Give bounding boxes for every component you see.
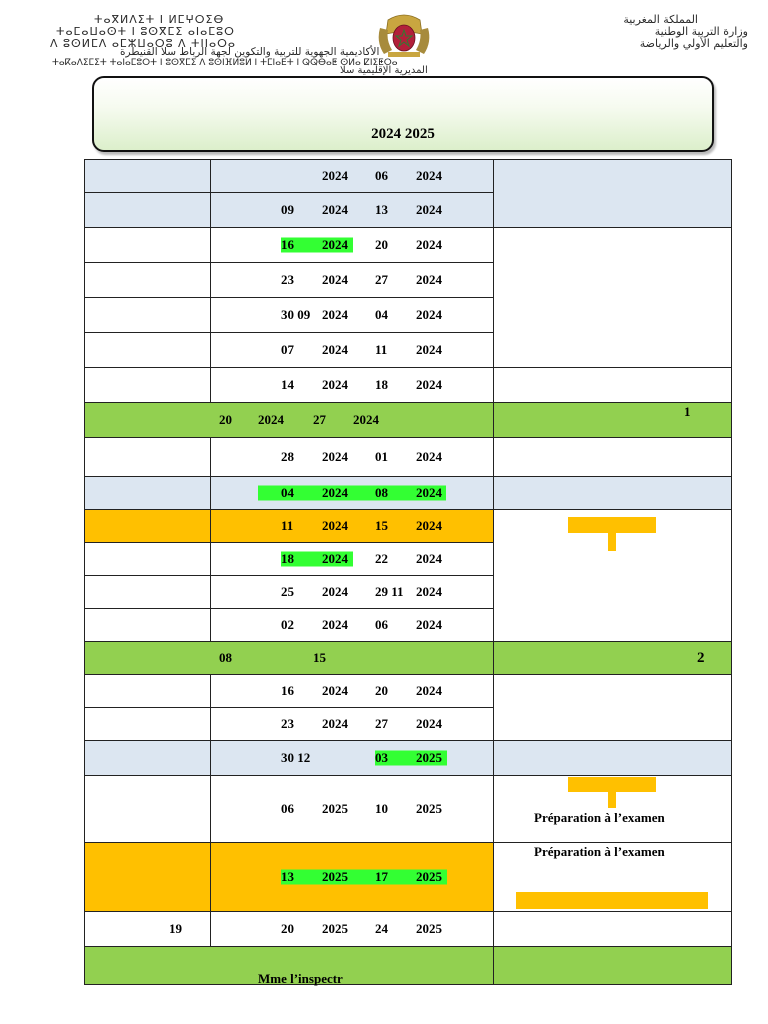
table-row	[85, 438, 732, 477]
exam-marker-stem	[608, 792, 616, 808]
dates-cell	[211, 675, 494, 708]
note-cell	[494, 477, 732, 510]
table-row-vacation	[85, 403, 732, 438]
date-year-a: 2024	[322, 551, 348, 566]
date-day-a: 14	[281, 377, 294, 392]
date-year-b: 2025	[416, 801, 442, 816]
date-day-b: 27	[313, 412, 326, 427]
dates-cell	[211, 368, 494, 403]
date-day-b: 17	[375, 869, 388, 884]
date-year-a: 2024	[322, 342, 348, 357]
date-day-b: 04	[375, 307, 388, 322]
date-day-a: 30 12	[281, 750, 311, 765]
date-day-b: 24	[375, 921, 388, 936]
week-label-cell	[85, 510, 211, 543]
vacation-number: 2	[697, 650, 705, 666]
note-cell	[494, 510, 732, 642]
week-label-cell	[85, 708, 211, 741]
date-year-b: 2024	[416, 307, 442, 322]
date-day-b: 29 11	[375, 584, 404, 599]
date-year-a: 2025	[322, 921, 348, 936]
date-year-a: 2024	[322, 168, 348, 183]
letterhead	[50, 14, 748, 78]
date-day-b: 06	[375, 168, 388, 183]
date-day-a: 23	[281, 272, 294, 287]
exam-marker-bar	[568, 517, 656, 533]
date-day-a: 25	[281, 584, 294, 599]
week-label-cell	[85, 193, 211, 228]
header-tifinagh-2: ⵜⴰⵎⴰⵡⴰⵙⵜ ⵏ ⵓⵙⴳⵎⵉ ⴰⵏⴰⵎⵓⵔ	[56, 25, 235, 38]
note-cell	[494, 228, 732, 368]
date-year-a: 2024	[322, 237, 348, 252]
date-year-b: 2024	[416, 584, 442, 599]
dates-cell	[211, 609, 494, 642]
date-day-a: 13	[281, 869, 294, 884]
dates-cell	[211, 160, 494, 193]
date-day-b: 20	[375, 237, 388, 252]
dates-cell	[211, 843, 494, 912]
date-year-a: 2024	[322, 377, 348, 392]
school-year-title: 2024 2025	[371, 126, 435, 142]
royal-emblem-icon	[374, 14, 434, 60]
date-year-b: 2024	[416, 716, 442, 731]
date-year-a: 2024	[322, 202, 348, 217]
school-calendar-table	[84, 159, 732, 985]
week-label-cell	[85, 609, 211, 642]
date-year-b: 2024	[416, 617, 442, 632]
date-year-a: 2024	[322, 683, 348, 698]
date-year-b: 2024	[416, 551, 442, 566]
week-label-cell	[85, 438, 211, 477]
footer-note-cell	[494, 947, 732, 985]
week-label-cell	[85, 477, 211, 510]
date-year-b: 2025	[416, 750, 442, 765]
week-label-cell	[85, 228, 211, 263]
date-day-a: 04	[281, 485, 294, 500]
dates-cell	[211, 543, 494, 576]
header-tifinagh-3: ⴷ ⵓⵙⵍⵎⴷ ⴰⵎⵣⵡⴰⵔⵓ ⴷ ⵜⵏⵏⴰⵔⴰ	[50, 37, 236, 50]
date-day-b: 06	[375, 617, 388, 632]
week-label-cell	[85, 263, 211, 298]
table-row	[85, 477, 732, 510]
exam-marker-bar	[568, 777, 656, 792]
date-year-b: 2024	[416, 342, 442, 357]
date-day-b: 15	[375, 518, 388, 533]
date-day-a: 28	[281, 449, 294, 464]
table-row-footer	[85, 947, 732, 985]
date-day-a: 09	[281, 202, 294, 217]
vacation-dates-cell	[85, 403, 494, 438]
dates-cell	[211, 510, 494, 543]
note-cell	[494, 675, 732, 741]
week-label-cell	[85, 368, 211, 403]
header-arabic-2: وزارة التربية الوطنية	[654, 25, 748, 38]
note-cell	[494, 368, 732, 403]
table-row	[85, 912, 732, 947]
date-year-b: 2024	[416, 683, 442, 698]
date-year-a: 2024	[322, 518, 348, 533]
table-row	[85, 160, 732, 193]
date-year-a: 2024	[322, 272, 348, 287]
table-row	[85, 776, 732, 843]
date-day-b: 11	[375, 342, 388, 357]
date-year-b: 2024	[416, 168, 442, 183]
header-tifinagh-1: ⵜⴰⴳⵍⴷⵉⵜ ⵏ ⵍⵎⵖⵔⵉⴱ	[94, 13, 225, 26]
exam-prep-label: Préparation à l’examen	[534, 810, 665, 825]
header-academy-ar: الأكاديمية الجهوية للتربية والتكوين لجهة الرباط سلا القنيطرة	[120, 46, 380, 58]
note-cell	[494, 438, 732, 477]
date-day-a: 02	[281, 617, 294, 632]
date-year-b: 2025	[416, 869, 442, 884]
date-day-b: 22	[375, 551, 388, 566]
date-day-a: 16	[281, 237, 294, 252]
date-year-a: 2024	[322, 449, 348, 464]
date-day-a: 07	[281, 342, 294, 357]
date-year-b: 2024	[353, 412, 379, 427]
header-academy-tif: ⵜⴰⴽⴰⴷⵉⵎⵉⵜ ⵜⴰⵏⴰⵎⵓⵔⵜ ⵏ ⵓⵙⴳⵎⵉ ⴷ ⵓⵙⵏⴼⵍⵓⵍ ⵏ ⵜⵎⵏⴰⴹⵜ ⵏ ⵕⵕⴱⴰⵟ ⵙⵍⴰ ⵇⵏⵉⵟⵔⴰ	[52, 58, 398, 68]
date-day-a: 23	[281, 716, 294, 731]
table-row	[85, 675, 732, 708]
date-day-a: 06	[281, 801, 294, 816]
dates-cell	[211, 228, 494, 263]
vacation-dates-cell	[85, 642, 494, 675]
dates-cell	[211, 708, 494, 741]
week-label-cell	[85, 843, 211, 912]
date-year-a: 2024	[322, 584, 348, 599]
date-day-a: 18	[281, 551, 294, 566]
dates-cell	[211, 333, 494, 368]
vacation-number-cell	[494, 642, 732, 675]
date-year-a: 2024	[322, 716, 348, 731]
dates-cell	[211, 741, 494, 776]
date-day-b: 20	[375, 683, 388, 698]
exam-prep-cell	[494, 776, 732, 843]
table-row	[85, 228, 732, 263]
title-box	[92, 76, 714, 152]
inspector-signature: Mme l’inspectr	[258, 971, 343, 986]
table-row	[85, 741, 732, 776]
table-row-exam	[85, 510, 732, 543]
date-year-a: 2024	[322, 617, 348, 632]
date-year-b: 2025	[416, 921, 442, 936]
vacation-number-cell	[494, 403, 732, 438]
date-year-a: 2025	[322, 801, 348, 816]
date-year-b: 2024	[416, 485, 442, 500]
date-day-a: 16	[281, 683, 294, 698]
date-day-b: 15	[313, 650, 326, 665]
note-cell	[494, 741, 732, 776]
date-day-b: 08	[375, 485, 388, 500]
dates-cell	[211, 193, 494, 228]
week-label-cell	[85, 543, 211, 576]
date-day-a: 20	[219, 412, 232, 427]
header-arabic-3: والتعليم الأولي والرياضة	[639, 37, 748, 50]
week-label-cell	[85, 333, 211, 368]
table-row-exam	[85, 843, 732, 912]
week-label-cell	[85, 576, 211, 609]
week-label-cell	[85, 160, 211, 193]
week-label-cell	[85, 741, 211, 776]
date-year-b: 2024	[416, 272, 442, 287]
date-day-b: 03	[375, 750, 388, 765]
dates-cell	[211, 263, 494, 298]
date-day-b: 01	[375, 449, 388, 464]
header-arabic-1: المملكة المغربية	[623, 13, 698, 26]
date-day-a: 30 09	[281, 307, 311, 322]
exam-prep-label: Préparation à l’examen	[534, 844, 665, 859]
date-day-b: 27	[375, 716, 388, 731]
dates-cell	[211, 298, 494, 333]
dates-cell	[211, 576, 494, 609]
vacation-number: 1	[684, 404, 691, 419]
date-day-a: 11	[281, 518, 294, 533]
dates-cell	[211, 438, 494, 477]
date-year-a: 2024	[322, 307, 348, 322]
date-day-b: 18	[375, 377, 388, 392]
week-number: 19	[169, 921, 182, 936]
date-year-b: 2024	[416, 449, 442, 464]
date-day-a: 08	[219, 650, 232, 665]
exam-prep-cell	[494, 843, 732, 912]
date-day-b: 27	[375, 272, 388, 287]
exam-marker-bar	[516, 892, 708, 909]
date-year-a: 2025	[322, 869, 348, 884]
dates-cell	[211, 477, 494, 510]
date-year-b: 2024	[416, 237, 442, 252]
date-year-b: 2024	[416, 202, 442, 217]
week-label-cell	[85, 776, 211, 843]
date-year-a: 2024	[258, 412, 284, 427]
week-label-cell	[85, 298, 211, 333]
week-label-cell	[85, 912, 211, 947]
date-year-b: 2024	[416, 377, 442, 392]
dates-cell	[211, 776, 494, 843]
note-cell	[494, 912, 732, 947]
date-year-b: 2024	[416, 518, 442, 533]
table-row-vacation	[85, 642, 732, 675]
week-label-cell	[85, 675, 211, 708]
note-cell	[494, 160, 732, 228]
date-day-a: 20	[281, 921, 294, 936]
date-day-b: 10	[375, 801, 388, 816]
date-day-b: 13	[375, 202, 388, 217]
exam-marker-stem	[608, 533, 616, 551]
dates-cell	[211, 912, 494, 947]
table-row	[85, 368, 732, 403]
header-directorate-ar: المديرية الإقليمية سلا	[340, 65, 428, 76]
date-year-a: 2024	[322, 485, 348, 500]
